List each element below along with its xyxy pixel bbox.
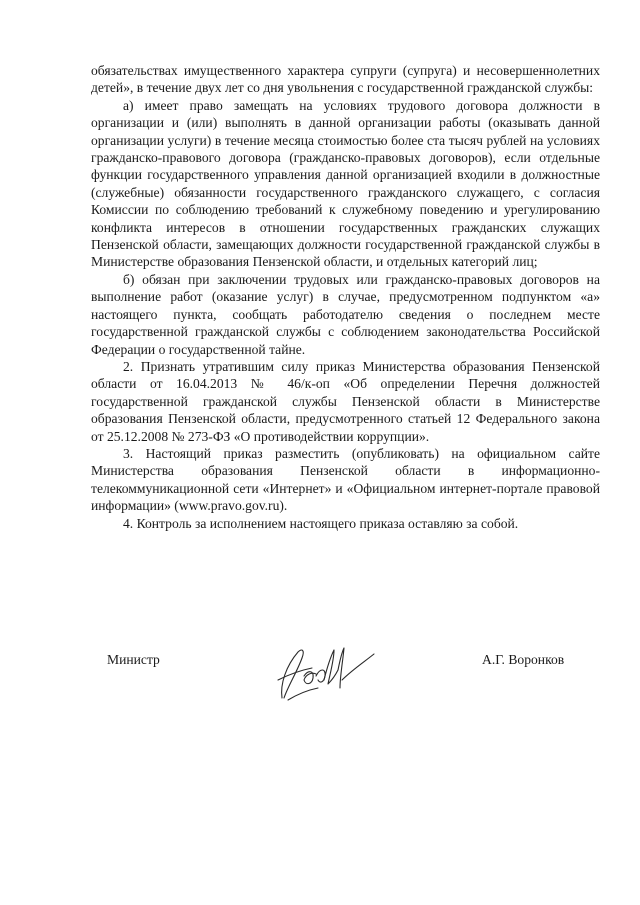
- signatory-title: Министр: [107, 652, 160, 667]
- document-body: [91, 62, 600, 532]
- paragraph-continuation: обязательствах имущественного характера супруги (супруга) и несовершеннолетних детей», в течение двух лет со дня увольнения с государственной гражданской службы:: [91, 63, 600, 96]
- paragraph-item-2: 2. Признать утратившим силу приказ Министерства образования Пензенской области от 16.04.2013 № 46/к-оп «Об определении Перечня должностей государственной гражданской службы Пензенской области в Министерстве образования Пензенской области, предусмотренного статьей 12 Федерального закона от 25.12.2008 № 273-ФЗ «О противодействии коррупции».: [91, 358, 600, 444]
- signature-block: [0, 640, 640, 720]
- signatory-name: А.Г. Воронков: [482, 652, 565, 667]
- paragraph-item-4: 4. Контроль за исполнением настоящего приказа оставляю за собой.: [123, 515, 519, 531]
- paragraph-subitem-b: б) обязан при заключении трудовых или гражданско-правовых договоров на выполнение работ (оказание услуг) в случае, предусмотренном подпунктом «а» настоящего пункта, сообщать работодателю сведения о последнем месте государственной гражданской службы с соблюдением законодательства Российской Федерации о государственной тайне.: [91, 271, 600, 357]
- paragraph-item-3: 3. Настоящий приказ разместить (опубликовать) на официальном сайте Министерства образования Пензенской области в информационно-телекоммуникационной сети «Интернет» и «Официальном интернет-портале правовой информации» (www.pravo.gov.ru).: [91, 445, 600, 514]
- signature-strokes: [278, 648, 374, 700]
- paragraph-subitem-a: а) имеет право замещать на условиях трудового договора должности в организации и (или) выполнять в данной организации работы (оказывать данной организации услуги) в течение месяца стоимостью более ста тысяч рублей на условиях гражданско-правового договора (гражданско-правовых договоров), если отдельные функции государственного управления данной организацией входили в должностные (служебные) обязанности государственного гражданского служащего, с согласия Комиссии по соблюдению требований к служебному поведению и урегулированию конфликта интересов в отношении государственных гражданских служащих Пензенской области, замещающих должности государственной гражданской службы в Министерстве образования Пензенской области, и отдельных категорий лиц;: [91, 97, 600, 270]
- handwritten-signature: [268, 640, 378, 708]
